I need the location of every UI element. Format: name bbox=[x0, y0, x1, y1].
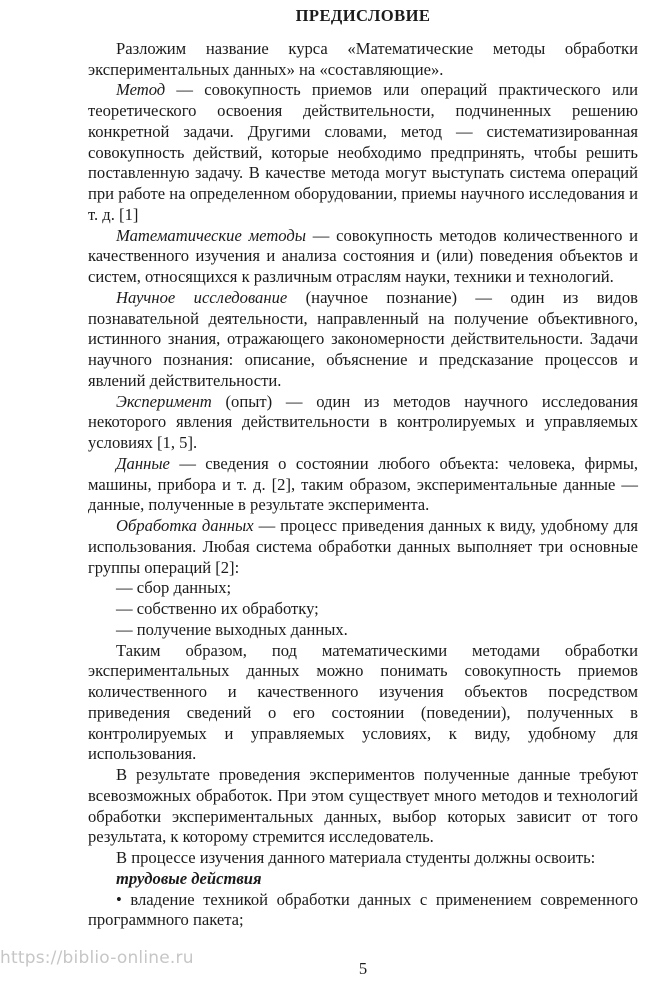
page-number: 5 bbox=[358, 959, 368, 978]
labor-item: • владение техникой обработки данных с применением современного программного пакета; bbox=[88, 889, 638, 930]
term-method: Метод bbox=[116, 80, 166, 100]
experiment-text: (опыт) — один из методов научного исследования некоторого явления действительности в контролируемых и управляемых условиях [1, 5]. bbox=[88, 391, 638, 452]
learning-paragraph: В процессе изучения данного материала студенты должны освоить: bbox=[116, 848, 596, 867]
document-page bbox=[88, 6, 638, 980]
result-paragraph: В результате проведения экспериментов полученные данные требуют всевозможных обработок. При этом существует много методов и технологий обработки экспериментальных данных, выбор которых зависит от того результата, к которому стремится исследователь. bbox=[88, 765, 638, 847]
labor-heading bbox=[88, 869, 638, 890]
labor-heading-text: трудовые действия bbox=[116, 868, 262, 888]
watermark-url: https://biblio-online.ru bbox=[0, 948, 194, 968]
term-data: Данные bbox=[116, 453, 170, 473]
intro-paragraph: Разложим название курса «Математические методы обработки экспериментальных данных» на «составляющие». bbox=[88, 38, 638, 79]
research-paragraph bbox=[88, 288, 638, 392]
term-processing: Обработка данных bbox=[116, 516, 254, 535]
research-text: (научное познание) — один из видов познавательной деятельности, направленный на получение объективного, истинного знания, отражающего закономерности действительности. Задачи научного познания: описание, объяснение и предсказание процессов и явлений действительности. bbox=[88, 287, 638, 390]
term-research: Научное исследование bbox=[116, 287, 288, 307]
math-methods-paragraph bbox=[88, 226, 638, 288]
term-math-methods: Математические методы bbox=[116, 225, 307, 245]
method-paragraph bbox=[88, 80, 638, 225]
term-experiment: Эксперимент bbox=[116, 391, 212, 411]
data-text: — сведения о состоянии любого объекта: человека, фирмы, машины, прибора и т. д. [2], таким образом, экспериментальные данные — данные, полученные в результате эксперимента. bbox=[88, 453, 638, 515]
experiment-paragraph bbox=[88, 392, 638, 454]
list-item: — сбор данных; bbox=[116, 578, 232, 598]
processing-text: — процесс приведения данных к виду, удобному для использования. Любая система обработки данных выполняет три основные группы операций [2]: bbox=[88, 516, 638, 577]
method-text: — совокупность приемов или операций практического или теоретического освоения действительности, подчиненных решению конкретной задачи. Другими словами, метод — систематизированная совокупность действий, которые необходимо предпринять, чтобы решить поставленную задачу. В качестве метода могут выступать система операций при работе на определенном оборудовании, приемы научного исследования и т. д. [1] bbox=[88, 80, 638, 224]
processing-paragraph bbox=[88, 516, 638, 578]
data-paragraph bbox=[88, 454, 638, 516]
page-title: ПРЕДИСЛОВИЕ bbox=[295, 6, 431, 25]
summary-paragraph: Таким образом, под математическими методами обработки экспериментальных данных можно понимать совокупность приемов количественного и качественного изучения объектов посредством приведения сведений о его состоянии (поведении), полученных в контролируемых и управляемых условиях, к виду, удобному для использования. bbox=[88, 640, 638, 764]
math-methods-text: — совокупность методов количественного и качественного изучения и анализа состояния и (или) поведения объектов и систем, относящихся к различным отраслям науки, техники и технологий. bbox=[88, 225, 638, 286]
list-item: — собственно их обработку; bbox=[116, 599, 319, 618]
list-item: — получение выходных данных. bbox=[116, 619, 348, 639]
